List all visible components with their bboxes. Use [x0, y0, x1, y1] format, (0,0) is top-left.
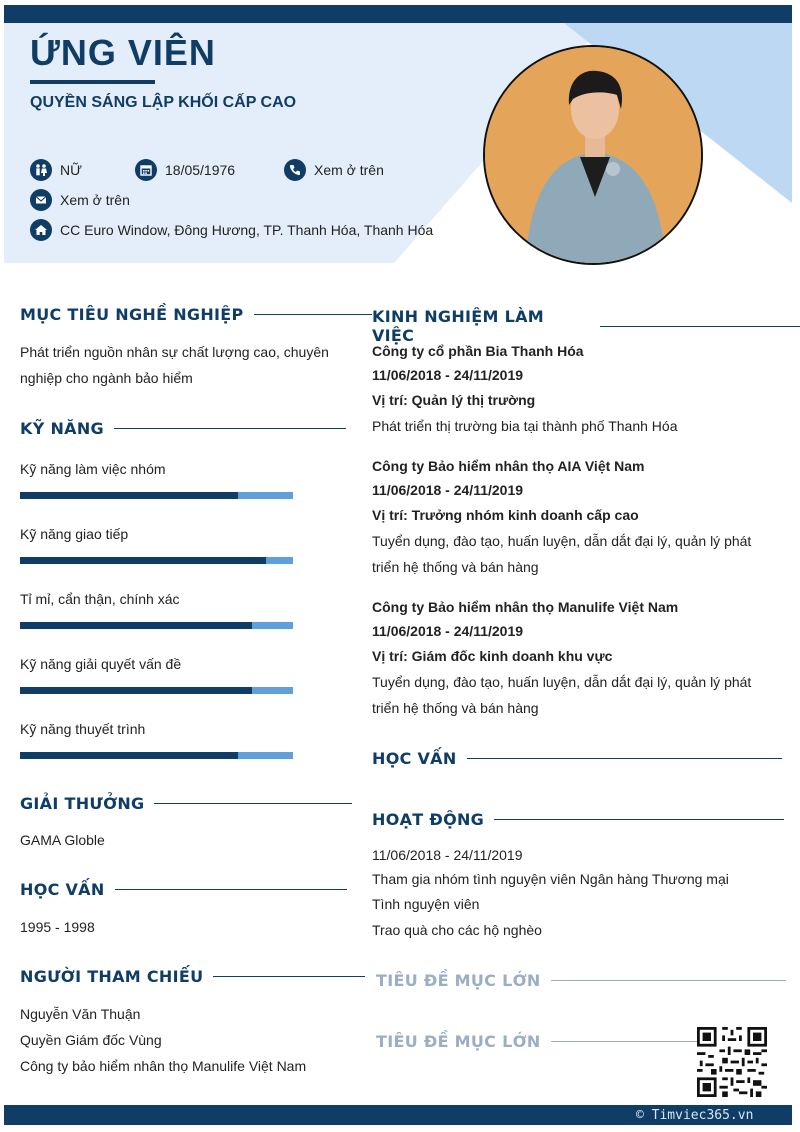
top-bar	[4, 5, 792, 23]
skills-heading	[20, 419, 346, 438]
gender-text: NỮ	[60, 162, 83, 178]
skill-label: Kỹ năng làm việc nhóm	[20, 461, 166, 477]
heading-rule	[213, 976, 365, 977]
heading-rule	[254, 314, 372, 315]
job-description: Tuyển dụng, đào tạo, huấn luyện, dẫn dắt đại lý, quản lý phát	[372, 533, 752, 549]
job-description: Tuyển dụng, đào tạo, huấn luyện, dẫn dắt đại lý, quản lý phát	[372, 674, 752, 690]
address-info	[30, 219, 433, 241]
skill-label: Kỹ năng thuyết trình	[20, 721, 146, 737]
awards-title: GIẢI THƯỞNG	[20, 794, 145, 813]
job-description: Phát triển thị trường bia tại thành phố Thanh Hóa	[372, 418, 678, 434]
skill-bar-fill	[20, 622, 252, 629]
skill-bar-fill	[20, 752, 238, 759]
skill-label: Tỉ mỉ, cẩn thận, chính xác	[20, 591, 180, 607]
candidate-photo	[483, 45, 703, 265]
placeholder-heading-1	[376, 971, 786, 990]
award-text: GAMA Globle	[20, 832, 105, 848]
job-dates: 11/06/2018 - 24/11/2019	[372, 623, 524, 639]
skill-bar	[20, 622, 293, 629]
activity-line: Tham gia nhóm tình nguyện viên Ngân hàng Thương mại	[372, 871, 729, 887]
education-heading-right	[372, 749, 782, 768]
reference-title: Quyền Giám đốc Vùng	[20, 1032, 162, 1048]
job-position: Vị trí: Trưởng nhóm kinh doanh cấp cao	[372, 507, 639, 523]
heading-rule	[551, 1041, 711, 1042]
references-title: NGƯỜI THAM CHIẾU	[20, 967, 204, 986]
skill-bar	[20, 687, 293, 694]
objective-line-2: nghiệp cho ngành bảo hiểm	[20, 370, 193, 386]
education-text: 1995 - 1998	[20, 919, 95, 935]
activity-line: Tình nguyện viên	[372, 896, 480, 912]
footer-copyright: © Timviec365.vn	[636, 1108, 754, 1123]
skill-bar-fill	[20, 557, 266, 564]
phone-info	[284, 159, 384, 181]
activity-dates: 11/06/2018 - 24/11/2019	[372, 847, 523, 863]
references-heading	[20, 967, 365, 986]
name-underline	[30, 80, 155, 84]
skill-bar	[20, 752, 293, 759]
skill-label: Kỹ năng giao tiếp	[20, 526, 129, 542]
education-title: HỌC VẤN	[20, 880, 105, 899]
job-position: Vị trí: Quản lý thị trường	[372, 392, 536, 408]
heading-rule	[551, 980, 786, 981]
candidate-name: ỨNG VIÊN	[30, 32, 216, 73]
heading-rule	[467, 758, 782, 759]
email-info	[30, 189, 130, 211]
qr-code	[697, 1027, 767, 1097]
awards-heading	[20, 794, 352, 813]
birthday-text: 18/05/1976	[165, 162, 236, 178]
envelope-icon	[30, 189, 52, 211]
heading-rule	[114, 428, 346, 429]
gender-info	[30, 159, 82, 181]
placeholder-heading-2	[376, 1032, 711, 1051]
placeholder-title: TIÊU ĐỀ MỤC LỚN	[376, 1032, 541, 1051]
heading-rule	[600, 326, 800, 327]
education-heading-left	[20, 880, 347, 899]
candidate-role: QUYỀN SÁNG LẬP KHỐI CẤP CAO	[30, 94, 297, 111]
phone-text: Xem ở trên	[314, 162, 384, 178]
reference-name: Nguyễn Văn Thuận	[20, 1006, 141, 1022]
objective-title: MỤC TIÊU NGHỀ NGHIỆP	[20, 305, 244, 324]
objective-line-1: Phát triển nguồn nhân sự chất lượng cao, chuyên	[20, 344, 329, 360]
job-description-cont: triển hệ thống và bán hàng	[372, 559, 539, 575]
email-text: Xem ở trên	[60, 192, 130, 208]
job-position: Vị trí: Giám đốc kinh doanh khu vực	[372, 648, 613, 664]
objective-heading	[20, 305, 372, 324]
home-icon	[30, 219, 52, 241]
job-company: Công ty cổ phần Bia Thanh Hóa	[372, 343, 584, 359]
activities-heading	[372, 810, 784, 829]
skill-bar-fill	[20, 687, 252, 694]
skill-bar	[20, 557, 293, 564]
heading-rule	[494, 819, 784, 820]
address-text: CC Euro Window, Đông Hương, TP. Thanh Hóa, Thanh Hóa	[60, 222, 434, 238]
reference-company: Công ty bảo hiểm nhân thọ Manulife Việt Nam	[20, 1058, 307, 1074]
skill-bar	[20, 492, 293, 499]
gender-icon	[30, 159, 52, 181]
placeholder-title: TIÊU ĐỀ MỤC LỚN	[376, 971, 541, 990]
activities-title: HOẠT ĐỘNG	[372, 810, 485, 829]
job-dates: 11/06/2018 - 24/11/2019	[372, 367, 524, 383]
job-company: Công ty Bảo hiểm nhân thọ Manulife Việt Nam	[372, 599, 679, 615]
birthday-info	[135, 159, 235, 181]
skill-label: Kỹ năng giải quyết vấn đề	[20, 656, 182, 672]
job-company: Công ty Bảo hiểm nhân thọ AIA Việt Nam	[372, 458, 645, 474]
skill-bar-fill	[20, 492, 238, 499]
experience-title: KINH NGHIỆM LÀM VIỆC	[372, 307, 544, 345]
calendar-icon	[135, 159, 157, 181]
job-description-cont: triển hệ thống và bán hàng	[372, 700, 539, 716]
skills-title: KỸ NĂNG	[20, 419, 104, 438]
heading-rule	[115, 889, 347, 890]
job-dates: 11/06/2018 - 24/11/2019	[372, 482, 524, 498]
phone-icon	[284, 159, 306, 181]
heading-rule	[154, 803, 352, 804]
education-title: HỌC VẤN	[372, 749, 457, 768]
activity-line: Trao quà cho các hộ nghèo	[372, 922, 542, 938]
